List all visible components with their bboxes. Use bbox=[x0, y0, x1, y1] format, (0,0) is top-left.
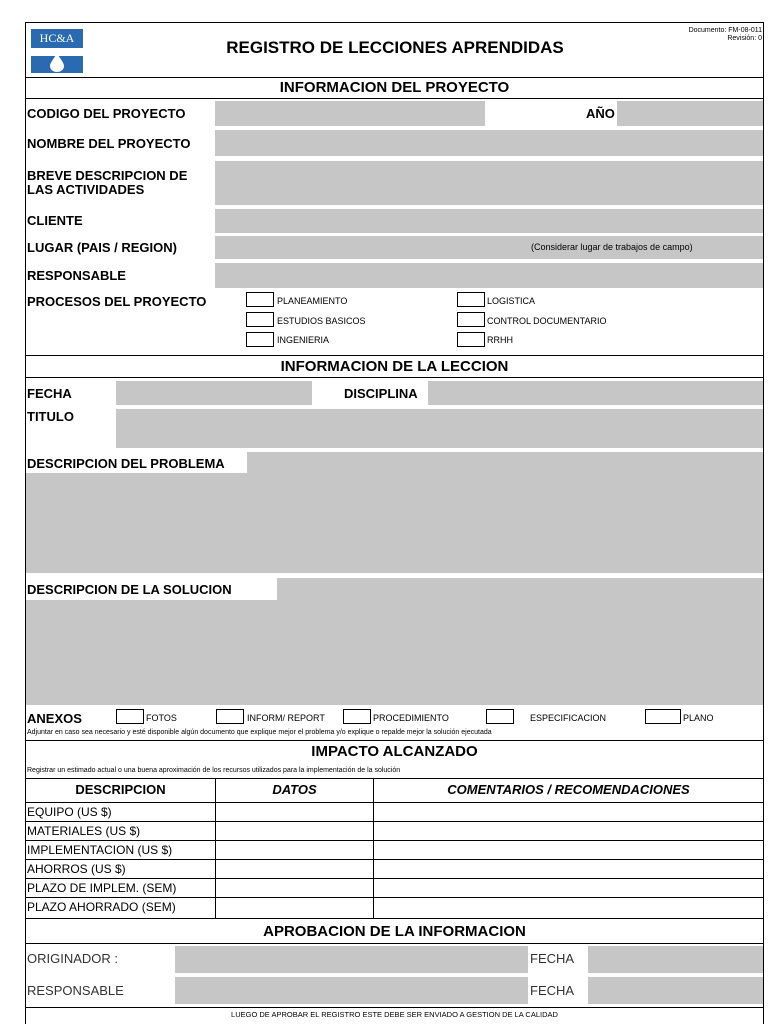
year-label: AÑO bbox=[586, 106, 615, 121]
checkbox-estudios-basicos[interactable] bbox=[246, 312, 274, 327]
activities-field[interactable] bbox=[215, 161, 763, 205]
table-row-implementacion: IMPLEMENTACION (US $) bbox=[27, 843, 173, 857]
checkbox-inform-report[interactable] bbox=[216, 709, 244, 724]
activities-label-line1: BREVE DESCRIPCION DE bbox=[27, 168, 188, 183]
checkbox-especificacion[interactable] bbox=[486, 709, 514, 724]
label-plano: PLANO bbox=[683, 713, 714, 723]
location-note: (Considerar lugar de trabajos de campo) bbox=[531, 242, 693, 252]
label-rrhh: RRHH bbox=[487, 335, 513, 345]
checkbox-logistica[interactable] bbox=[457, 292, 485, 307]
checkbox-planeamiento[interactable] bbox=[246, 292, 274, 307]
logo-text: HC&A bbox=[39, 31, 75, 45]
discipline-field[interactable] bbox=[428, 381, 763, 405]
form-title: REGISTRO DE LECCIONES APRENDIDAS bbox=[226, 38, 564, 57]
originator-date-field[interactable] bbox=[588, 946, 763, 973]
section-project-title: INFORMACION DEL PROYECTO bbox=[279, 79, 510, 96]
problem-label: DESCRIPCION DEL PROBLEMA bbox=[27, 456, 225, 471]
label-planeamiento: PLANEAMIENTO bbox=[277, 296, 348, 306]
label-control-documentario: CONTROL DOCUMENTARIO bbox=[487, 316, 607, 326]
attachments-label: ANEXOS bbox=[27, 711, 82, 726]
project-code-label: CODIGO DEL PROYECTO bbox=[27, 106, 186, 121]
solution-field-top[interactable] bbox=[277, 578, 763, 600]
checkbox-procedimiento[interactable] bbox=[343, 709, 371, 724]
impact-note: Registrar un estimado actual o una buena aproximación de los recursos utilizados para la implementación de la solución bbox=[27, 767, 401, 774]
revision-number: Revisión: 0 bbox=[727, 35, 762, 42]
problem-field[interactable] bbox=[26, 473, 763, 573]
table-row-plazo-implem: PLAZO DE IMPLEM. (SEM) bbox=[27, 881, 177, 895]
checkbox-control-documentario[interactable] bbox=[457, 312, 485, 327]
section-impact-title: IMPACTO ALCANZADO bbox=[311, 743, 478, 760]
checkbox-rrhh[interactable] bbox=[457, 332, 485, 347]
responsible-label: RESPONSABLE bbox=[27, 268, 126, 283]
section-lesson-title: INFORMACION DE LA LECCION bbox=[280, 358, 509, 375]
responsible-date-field[interactable] bbox=[588, 977, 763, 1004]
processes-label: PROCESOS DEL PROYECTO bbox=[27, 294, 207, 309]
project-code-field[interactable] bbox=[215, 101, 485, 126]
document-code: Documento: FM-08-011 bbox=[688, 27, 762, 34]
solution-field[interactable] bbox=[26, 600, 763, 705]
originator-field[interactable] bbox=[175, 946, 528, 973]
project-name-field[interactable] bbox=[215, 130, 763, 156]
label-estudios-basicos: ESTUDIOS BASICOS bbox=[277, 316, 366, 326]
lesson-title-field[interactable] bbox=[116, 409, 763, 448]
company-logo bbox=[31, 29, 83, 73]
col-header-comentarios: COMENTARIOS / RECOMENDACIONES bbox=[447, 782, 690, 797]
lesson-date-field[interactable] bbox=[116, 381, 312, 405]
table-row-plazo-ahorrado: PLAZO AHORRADO (SEM) bbox=[27, 900, 176, 914]
lesson-title-label: TITULO bbox=[27, 409, 74, 424]
table-row-equipo: EQUIPO (US $) bbox=[27, 805, 112, 819]
responsible-field[interactable] bbox=[215, 263, 763, 288]
table-row-ahorros: AHORROS (US $) bbox=[27, 862, 126, 876]
label-ingenieria: INGENIERIA bbox=[277, 335, 330, 345]
checkbox-fotos[interactable] bbox=[116, 709, 144, 724]
originator-date-label: FECHA bbox=[530, 951, 575, 966]
originator-label: ORIGINADOR : bbox=[27, 951, 119, 966]
label-logistica: LOGISTICA bbox=[487, 296, 536, 306]
checkbox-ingenieria[interactable] bbox=[246, 332, 274, 347]
year-field[interactable] bbox=[617, 101, 763, 126]
project-name-label: NOMBRE DEL PROYECTO bbox=[27, 136, 191, 151]
label-procedimiento: PROCEDIMIENTO bbox=[373, 713, 449, 723]
label-fotos: FOTOS bbox=[146, 713, 177, 723]
attachments-note: Adjuntar en caso sea necesario y esté disponible algún documento que explique mejor el problema y/o explique o repalde mejor la solución ejecutada bbox=[27, 729, 492, 736]
problem-field-top[interactable] bbox=[247, 452, 763, 473]
footer-note: LUEGO DE APROBAR EL REGISTRO ESTE DEBE SER ENVIADO A GESTION DE LA CALIDAD bbox=[231, 1010, 558, 1019]
approval-responsible-label: RESPONSABLE bbox=[27, 983, 124, 998]
activities-label-line2: LAS ACTIVIDADES bbox=[27, 182, 145, 197]
label-especificacion: ESPECIFICACION bbox=[530, 713, 607, 723]
checkbox-plano[interactable] bbox=[645, 709, 681, 724]
col-header-descripcion: DESCRIPCION bbox=[75, 782, 166, 797]
table-row-materiales: MATERIALES (US $) bbox=[27, 824, 141, 838]
section-approval-title: APROBACION DE LA INFORMACION bbox=[263, 923, 526, 940]
responsible-date-label: FECHA bbox=[530, 983, 575, 998]
label-inform-report: INFORM/ REPORT bbox=[247, 713, 325, 723]
client-label: CLIENTE bbox=[27, 213, 83, 228]
solution-label: DESCRIPCION DE LA SOLUCION bbox=[27, 582, 232, 597]
client-field[interactable] bbox=[215, 209, 763, 233]
discipline-label: DISCIPLINA bbox=[344, 386, 418, 401]
location-label: LUGAR (PAIS / REGION) bbox=[27, 240, 177, 255]
water-drop-icon bbox=[31, 29, 83, 73]
col-header-datos: DATOS bbox=[272, 782, 317, 797]
lesson-date-label: FECHA bbox=[27, 386, 72, 401]
approval-responsible-field[interactable] bbox=[175, 977, 528, 1004]
